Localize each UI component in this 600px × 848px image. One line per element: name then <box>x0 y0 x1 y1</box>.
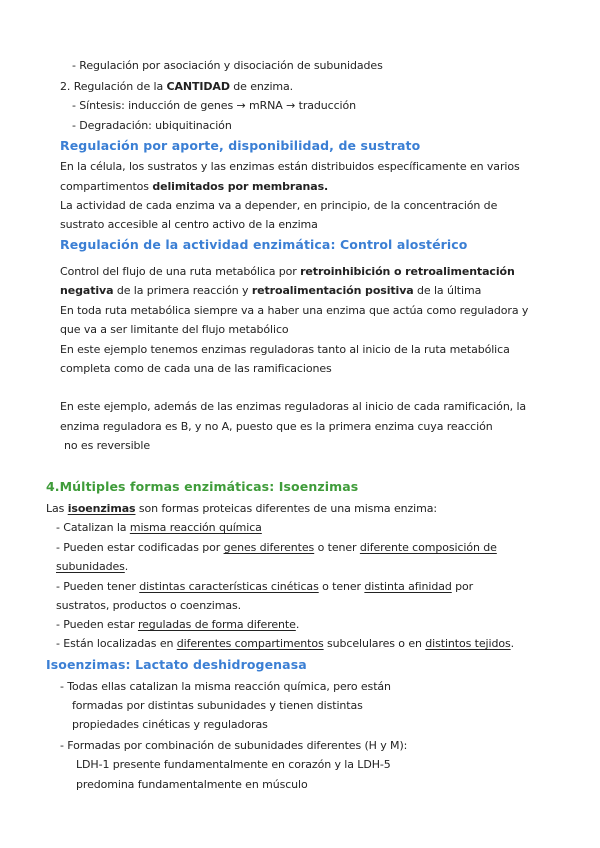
underlined-span: distintos tejidos <box>425 637 511 650</box>
text-span: 2. Regulación de la <box>60 80 167 93</box>
text-span: En este ejemplo tenemos enzimas reguladoras tanto al inicio de la ruta metabólica <box>60 343 510 356</box>
section-heading <box>46 657 307 673</box>
text-span: no es reversible <box>64 439 151 452</box>
text-line <box>72 99 356 113</box>
text-line <box>60 420 493 434</box>
text-line <box>72 718 268 732</box>
text-line <box>64 439 150 453</box>
text-span: de la última <box>413 284 482 297</box>
list-item <box>56 580 473 594</box>
text-span: por <box>451 580 474 593</box>
text-span: de enzima. <box>229 80 294 93</box>
text-span: En la célula, los sustratos y las enzimas están distribuidos específicamente en varios <box>60 160 520 173</box>
text-span: - Todas ellas catalizan la misma reacción química, pero están <box>60 680 391 693</box>
text-line <box>60 304 528 318</box>
text-span: enzima reguladora es B, y no A, puesto que es la primera enzima cuya reacción <box>60 420 493 433</box>
section-heading <box>60 237 468 253</box>
text-span: - Pueden tener <box>56 580 140 593</box>
text-span: - Pueden estar <box>56 618 138 631</box>
text-span: - Catalizan la <box>56 521 130 534</box>
text-line <box>60 362 332 376</box>
underlined-span: reguladas de forma diferente <box>137 618 296 631</box>
list-item <box>56 618 299 632</box>
list-item <box>56 637 514 651</box>
text-span: sustrato accesible al centro activo de la enzima <box>60 218 318 231</box>
text-line <box>76 758 391 772</box>
text-line <box>72 699 363 713</box>
bold-span: delimitados por membranas. <box>152 180 329 193</box>
text-line <box>72 59 383 73</box>
list-item <box>56 521 262 535</box>
bold-span: isoenzimas <box>67 502 136 515</box>
underlined-span: diferente composición de <box>359 541 497 554</box>
text-span: o tener <box>318 580 365 593</box>
text-line <box>60 323 289 337</box>
text-span: La actividad de cada enzima va a depender, en principio, de la concentración de <box>60 199 498 212</box>
text-span: o tener <box>314 541 360 554</box>
text-span: En toda ruta metabólica siempre va a haber una enzima que actúa como reguladora y <box>60 304 529 317</box>
bullet-association: - Regulación por asociación y disociación de subunidades <box>72 59 383 72</box>
list-item <box>56 599 241 613</box>
text-line <box>72 119 232 133</box>
list-item <box>56 560 128 574</box>
list-item <box>56 541 497 555</box>
text-line <box>60 343 510 357</box>
text-line <box>60 180 328 194</box>
bold-span: retroinhibición o retroalimentación <box>300 265 515 278</box>
text-span: - Pueden estar codificadas por <box>56 541 224 554</box>
text-line <box>60 160 520 174</box>
heading-text: Isoenzimas: Lactato deshidrogenasa <box>46 657 307 672</box>
text-line <box>60 218 318 232</box>
text-line <box>60 265 515 279</box>
text-span: de la primera reacción y <box>113 284 252 297</box>
list-item <box>60 739 407 753</box>
text-span: . <box>124 560 129 573</box>
text-span: formadas por distintas subunidades y tienen distintas <box>72 699 363 712</box>
underlined-span: misma reacción química <box>129 521 262 534</box>
bullet-synthesis: - Síntesis: inducción de genes → mRNA → traducción <box>72 99 356 112</box>
text-span: En este ejemplo, además de las enzimas reguladoras al inicio de cada ramificación, la <box>60 400 527 413</box>
bold-span: CANTIDAD <box>166 80 230 93</box>
underlined-span: subunidades <box>56 560 125 573</box>
bold-span: negativa <box>60 284 114 297</box>
bullet-degradation: - Degradación: ubiquitinación <box>72 119 232 132</box>
heading-text: Regulación por aporte, disponibilidad, de sustrato <box>60 138 421 153</box>
underlined-span: diferentes compartimentos <box>176 637 324 650</box>
text-span: - Están localizadas en <box>56 637 177 650</box>
text-span: completa como de cada una de las ramificaciones <box>60 362 332 375</box>
text-line <box>60 199 497 213</box>
text-span: subcelulares o en <box>323 637 426 650</box>
bold-span: retroalimentación positiva <box>251 284 414 297</box>
text-span: compartimentos <box>60 180 153 193</box>
section-heading <box>46 479 358 495</box>
text-span: sustratos, productos o coenzimas. <box>56 599 242 612</box>
text-span: predomina fundamentalmente en músculo <box>76 778 308 791</box>
text-span: . <box>295 618 300 631</box>
text-span: propiedades cinéticas y reguladoras <box>72 718 268 731</box>
underlined-span: genes diferentes <box>223 541 315 554</box>
text-line <box>46 502 437 516</box>
text-span: LDH-1 presente fundamentalmente en corazón y la LDH-5 <box>76 758 391 771</box>
text-span: son formas proteicas diferentes de una misma enzima: <box>135 502 437 515</box>
underlined-span: distinta afinidad <box>364 580 452 593</box>
list-item <box>60 680 391 694</box>
text-line <box>60 284 481 298</box>
underlined-span: distintas características cinéticas <box>139 580 319 593</box>
text-span: . <box>510 637 515 650</box>
text-span: Las <box>46 502 68 515</box>
text-line <box>60 80 293 94</box>
text-span: - Formadas por combinación de subunidades diferentes (H y M): <box>60 739 408 752</box>
text-line <box>60 400 526 414</box>
heading-text: 4.Múltiples formas enzimáticas: Isoenzimas <box>46 479 359 494</box>
heading-text: Regulación de la actividad enzimática: Control alostérico <box>60 237 468 252</box>
section-heading <box>60 138 420 154</box>
text-span: Control del flujo de una ruta metabólica por <box>60 265 301 278</box>
text-line <box>76 778 308 792</box>
text-span: que va a ser limitante del flujo metabólico <box>60 323 289 336</box>
